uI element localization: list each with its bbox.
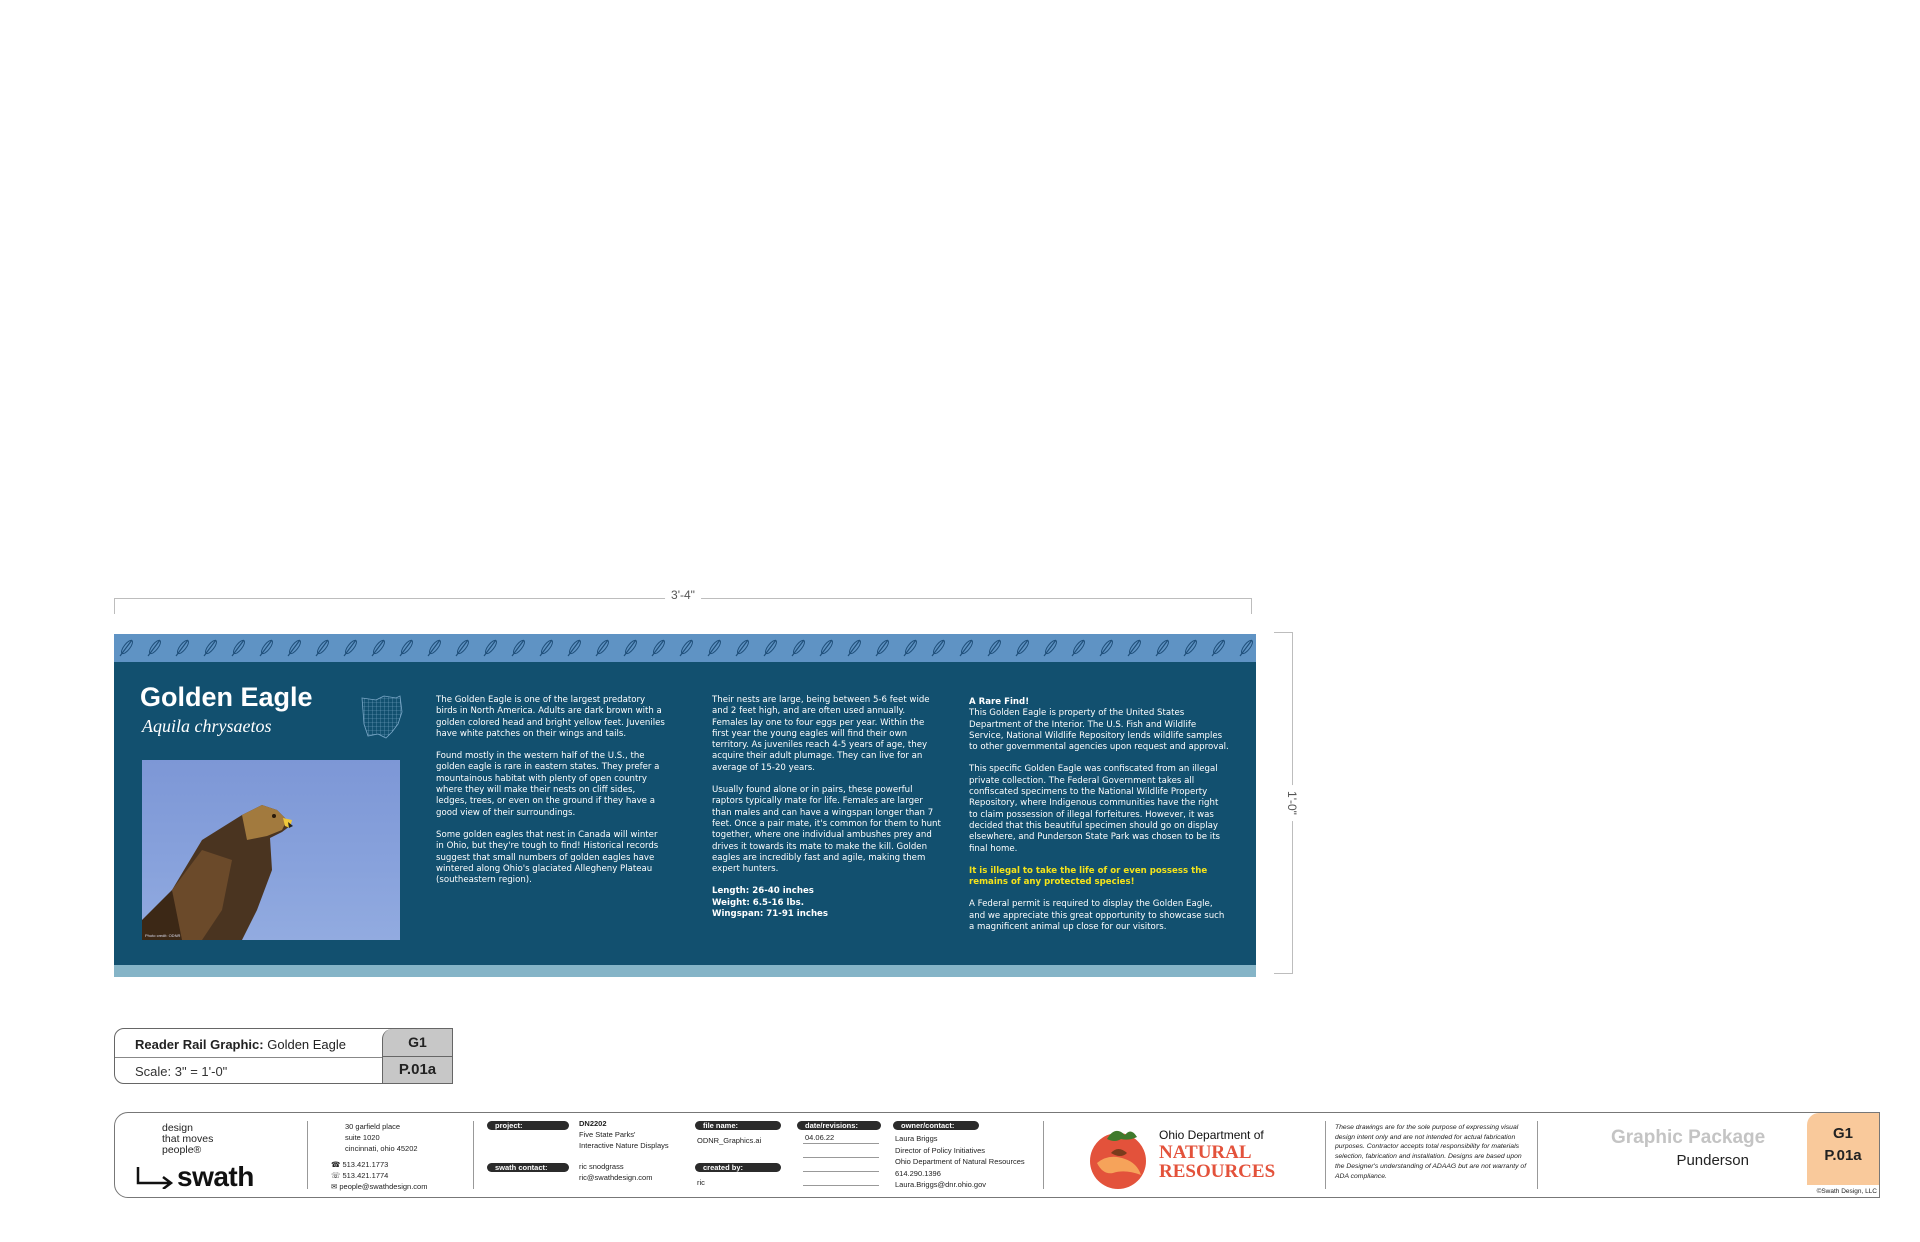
- package-subtitle: Punderson: [1676, 1152, 1749, 1169]
- odnr-title: Ohio Department of: [1159, 1128, 1264, 1142]
- swath-contacts: [331, 1159, 427, 1192]
- text-column-2: [712, 695, 942, 920]
- swath-contact-line: ric snodgrass: [579, 1162, 624, 1171]
- drawing-title-block: [114, 1028, 453, 1084]
- warning-text: It is illegal to take the life of or even possess the remains of any protected species!: [969, 865, 1208, 888]
- file-name: ODNR_Graphics.ai: [697, 1136, 762, 1145]
- col3-paragraph: This specific Golden Eagle was confiscated from an illegal private collection. The Federal Government takes all confiscated specimens to the National Wildlife Property Repository, where Indigenous communities have the right to claim possession of illegal forfeitures. However, it was decided that this beautiful specimen should go on display elsewhere, and Punderson State Park was chosen to be its final home.: [969, 764, 1221, 854]
- photo-credit: Photo credit: ODNR: [145, 933, 181, 938]
- drawing-title: [135, 1037, 346, 1052]
- address-line: suite 1020: [345, 1133, 380, 1142]
- width-dimension-label: 3'-4": [665, 588, 701, 602]
- golden-eagle-photo: [142, 760, 400, 940]
- sheet-number: P.01a: [398, 1061, 437, 1078]
- title-strip: [114, 1112, 1880, 1198]
- owner-line: Director of Policy Initiatives: [895, 1145, 986, 1155]
- stat-length: Length: 26-40 inches: [712, 886, 814, 897]
- project-name-line: Interactive Nature Displays: [579, 1141, 669, 1150]
- file-name-label: file name:: [695, 1121, 781, 1130]
- owner-line: Laura Briggs: [895, 1134, 938, 1143]
- reader-rail-panel: [114, 634, 1256, 977]
- col3-heading: A Rare Find!: [969, 697, 1030, 707]
- fax-icon: ☏: [331, 1171, 343, 1180]
- odnr-wordmark: [1159, 1143, 1275, 1181]
- drawing-scale: Scale: 3" = 1'-0": [135, 1064, 228, 1079]
- sheet-code-box: [382, 1029, 452, 1083]
- odnr-wordmark-line: RESOURCES: [1159, 1161, 1276, 1182]
- project-name-line: Five State Parks': [579, 1130, 636, 1139]
- swath-contact-label: swath contact:: [487, 1163, 569, 1172]
- stat-wingspan: Wingspan: 71-91 inches: [712, 909, 829, 920]
- feather-pattern-band: [114, 634, 1256, 662]
- col1-paragraph: Found mostly in the western half of the U.S., the golden eagle is rare in eastern states. They prefer a mountainous habitat with plenty of open country where they will make their nests on cliff sides, ledges, trees, or even on the ground if they have a good view of their surroundings.: [436, 751, 660, 818]
- swath-contact: [579, 1161, 652, 1183]
- address-line: cincinnati, ohio 45202: [345, 1144, 418, 1153]
- created-by-label: created by:: [695, 1163, 781, 1172]
- fax-number: 513.421.1774: [342, 1171, 389, 1180]
- package-title: Graphic Package: [1611, 1127, 1766, 1148]
- col3-paragraph: A Federal permit is required to display the Golden Eagle, and we appreciate this great opportunity to showcase such a magnificent animal up close for our visitors.: [969, 899, 1225, 933]
- ohio-map-icon: [360, 694, 404, 740]
- owner-line: 614.290.1396: [895, 1168, 941, 1178]
- project-name: [579, 1129, 669, 1151]
- panel-title: Golden Eagle: [140, 682, 313, 712]
- date-value: 04.06.22: [805, 1133, 835, 1142]
- owner-line: Laura.Briggs@dnr.ohio.gov: [895, 1180, 987, 1189]
- col1-paragraph: The Golden Eagle is one of the largest predatory birds in North America. Adults are dark brown with a golden colored head and bright yellow feet. Juveniles have white patches on their wings and tails.: [436, 695, 665, 739]
- project-label: project:: [487, 1121, 569, 1130]
- stats-block: [712, 886, 942, 920]
- stat-weight: Weight: 6.5-16 lbs.: [712, 897, 804, 908]
- swath-contact-line: ric@swathdesign.com: [579, 1173, 653, 1182]
- col2-paragraph: Their nests are large, being between 5-6 feet wide and 2 feet high, and are often used annually. Females lay one to four eggs per year. Within the first year the young eagles will find their own territory. As juveniles reach 4-5 years of age, they acquire their adult plumage. They can live for an average of 15-20 years.: [712, 695, 930, 773]
- owner-line: Ohio Department of Natural Resources: [895, 1157, 1025, 1166]
- phone-icon: ☎: [331, 1160, 343, 1169]
- project-code: DN2202: [579, 1119, 607, 1128]
- tagline-line: design: [162, 1122, 193, 1134]
- col3-paragraph: This Golden Eagle is property of the United States Department of the Interior. The U.S. Fish and Wildlife Service, National Wildlife Repository lends wildlife samples to other governmental agencies upon request and approval.: [969, 708, 1229, 753]
- odnr-wordmark-line: NATURAL: [1159, 1142, 1252, 1163]
- date-label: date/revisions:: [797, 1121, 881, 1130]
- text-column-3: [969, 697, 1229, 944]
- tagline-line: people®: [162, 1144, 202, 1156]
- owner-contact: [895, 1133, 1025, 1191]
- col1-paragraph: Some golden eagles that nest in Canada will winter in Ohio, but they're tough to find! Historical records suggest that small numbers of golden eagles have wintered along Ohio's glaciated Allegheny Plateau (southeastern region).: [436, 829, 659, 886]
- sheet-code: G1: [408, 1034, 427, 1050]
- swath-logo: swath: [177, 1161, 254, 1192]
- phone-number: 513.421.1773: [342, 1160, 389, 1169]
- email-address: people@swathdesign.com: [339, 1182, 428, 1191]
- text-column-1: [436, 695, 666, 897]
- package-code-box: [1807, 1113, 1879, 1185]
- width-dimension: [114, 588, 1252, 618]
- feather-pattern: [114, 634, 1256, 662]
- drawing-name: Golden Eagle: [267, 1037, 347, 1052]
- height-dimension-label: 1'-0": [1285, 785, 1299, 821]
- disclaimer: These drawings are for the sole purpose of expressing visual design intent only and are not intended for actual fabrication purposes. Contractor accepts total responsibility for materials selection, fabrication and installation. Designs are based upon the Designer's understanding of ADAAG but are not warranty of ADA compliance.: [1335, 1124, 1527, 1180]
- swath-tagline: [162, 1123, 213, 1156]
- owner-label: owner/contact:: [893, 1121, 979, 1130]
- odnr-logo-icon: [1085, 1123, 1151, 1191]
- swath-arrow-icon: [135, 1165, 179, 1189]
- drawing-label: Reader Rail Graphic:: [135, 1037, 264, 1052]
- bottom-band: [114, 965, 1256, 977]
- swath-address: [345, 1121, 418, 1154]
- height-dimension: [1262, 632, 1302, 974]
- address-line: 30 garfield place: [345, 1122, 401, 1131]
- col2-paragraph: Usually found alone or in pairs, these powerful raptors typically mate for life. Females are larger than males and can have a wingspan longer than 7 feet. Once a pair mate, it's common for them to hunt together, where one individual ambushes prey and drives it towards its mate to make the kill. Golden eagles are incredibly fast and agile, making them expert hunters.: [712, 785, 941, 875]
- tagline-line: that moves: [162, 1133, 214, 1145]
- scientific-name: Aquila chrysaetos: [142, 716, 272, 736]
- created-by: ric: [697, 1178, 705, 1187]
- package-sheet-code: G1: [1832, 1125, 1853, 1142]
- copyright: ©Swath Design, LLC: [1816, 1188, 1877, 1195]
- package-sheet-number: P.01a: [1824, 1147, 1862, 1164]
- email-icon: ✉: [331, 1182, 340, 1191]
